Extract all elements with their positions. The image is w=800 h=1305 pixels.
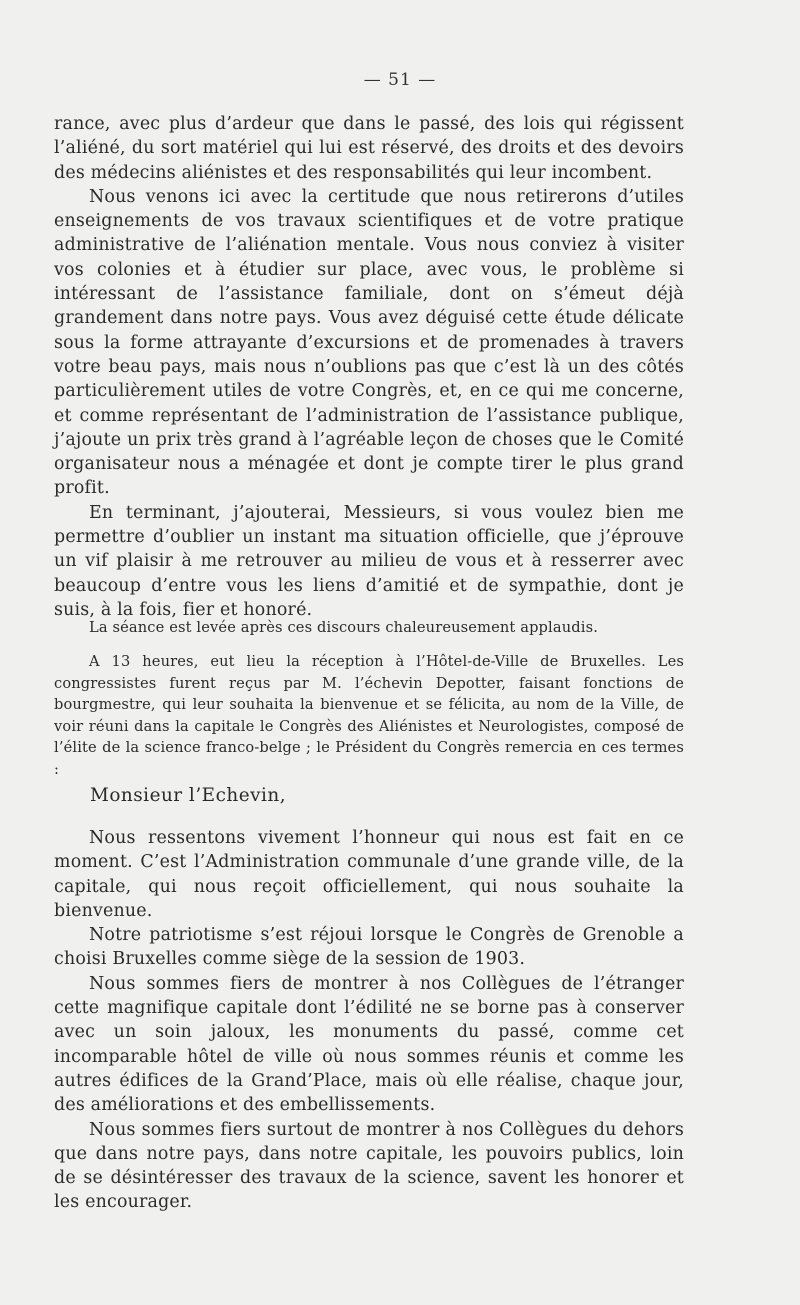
paragraph-continued: rance, avec plus d’ardeur que dans le passé, des lois qui régissent l’aliéné, du sort matériel qui lui est réservé, des droits et des devoirs des médecins aliénistes et des responsabilités qui leur incombent. [54, 114, 684, 183]
paragraph: Nous sommes fiers de montrer à nos Collègues de l’étranger cette magnifique capitale dont l’édilité ne se borne pas à conserver avec un soin jaloux, les monuments du passé, comme cet incomparable hôtel de ville où nous sommes réunis et comme les autres édifices de la Grand’Place, mais où elle réalise, chaque jour, des améliorations et des embellissements. [54, 973, 684, 1116]
president-speech [54, 826, 684, 1215]
paragraph: En terminant, j’ajouterai, Messieurs, si vous voulez bien me permettre d’oublier un instant ma situation officielle, que j’éprouve un vif plaisir à me retrouver au milieu de vous et à resserrer avec beaucoup d’entre vous les liens d’amitié et de sympathie, dont je suis, à la fois, fier et honoré. [54, 502, 684, 620]
reception-account [54, 651, 684, 781]
speech-salutation: Monsieur l’Echevin, [90, 785, 287, 806]
paragraph: Nous sommes fiers surtout de montrer à nos Collègues du dehors que dans notre pays, dans notre capitale, les pouvoirs publics, loin de se désintéresser des travaux de la science, savent les honorer et les encourager. [54, 1119, 684, 1213]
speech-continuation [54, 112, 684, 622]
reception-text: A 13 heures, eut lieu la réception à l’Hôtel-de-Ville de Bruxelles. Les congressistes furent reçus par M. l’échevin Depotter, faisant fonctions de bourgmestre, qui leur souhaita la bienvenue et se félicita, au nom de la Ville, de voir réuni dans la capitale le Congrès des Aliénistes et Neurologistes, composé de l’élite de la science franco-belge ; le Président du Congrès remercia en ces termes : [54, 653, 684, 778]
paragraph: Nous ressentons vivement l’honneur qui nous est fait en ce moment. C’est l’Administration communale d’une grande ville, de la capitale, qui nous reçoit officiellement, qui nous souhaite la bienvenue. [54, 828, 684, 921]
session-closing-note [54, 617, 684, 639]
session-closed-text: La séance est levée après ces discours chaleureusement applaudis. [89, 619, 599, 636]
page-number: — 51 — [363, 70, 437, 90]
paragraph: Nous venons ici avec la certitude que nous retirerons d’utiles enseignements de vos travaux scientifiques et de votre pratique administrative de l’aliénation mentale. Vous nous conviez à visiter vos colonies et à étudier sur place, avec vous, le problème si intéressant de l’assistance familiale, dont on s’émeut déjà grandement dans notre pays. Vous avez déguisé cette étude délicate sous la forme attrayante d’excursions et de promenades à travers votre beau pays, mais nous n’oublions pas que c’est là un des côtés particulièrement utiles de votre Congrès, et, en ce qui me concerne, et comme représentant de l’administration de l’assistance publique, j’ajoute un prix très grand à l’agréable leçon de choses que le Comité organisateur nous a ménagée et dont je compte tirer le plus grand profit. [54, 186, 684, 499]
paragraph: Notre patriotisme s’est réjoui lorsque le Congrès de Grenoble a choisi Bruxelles comme siège de la session de 1903. [54, 925, 684, 970]
